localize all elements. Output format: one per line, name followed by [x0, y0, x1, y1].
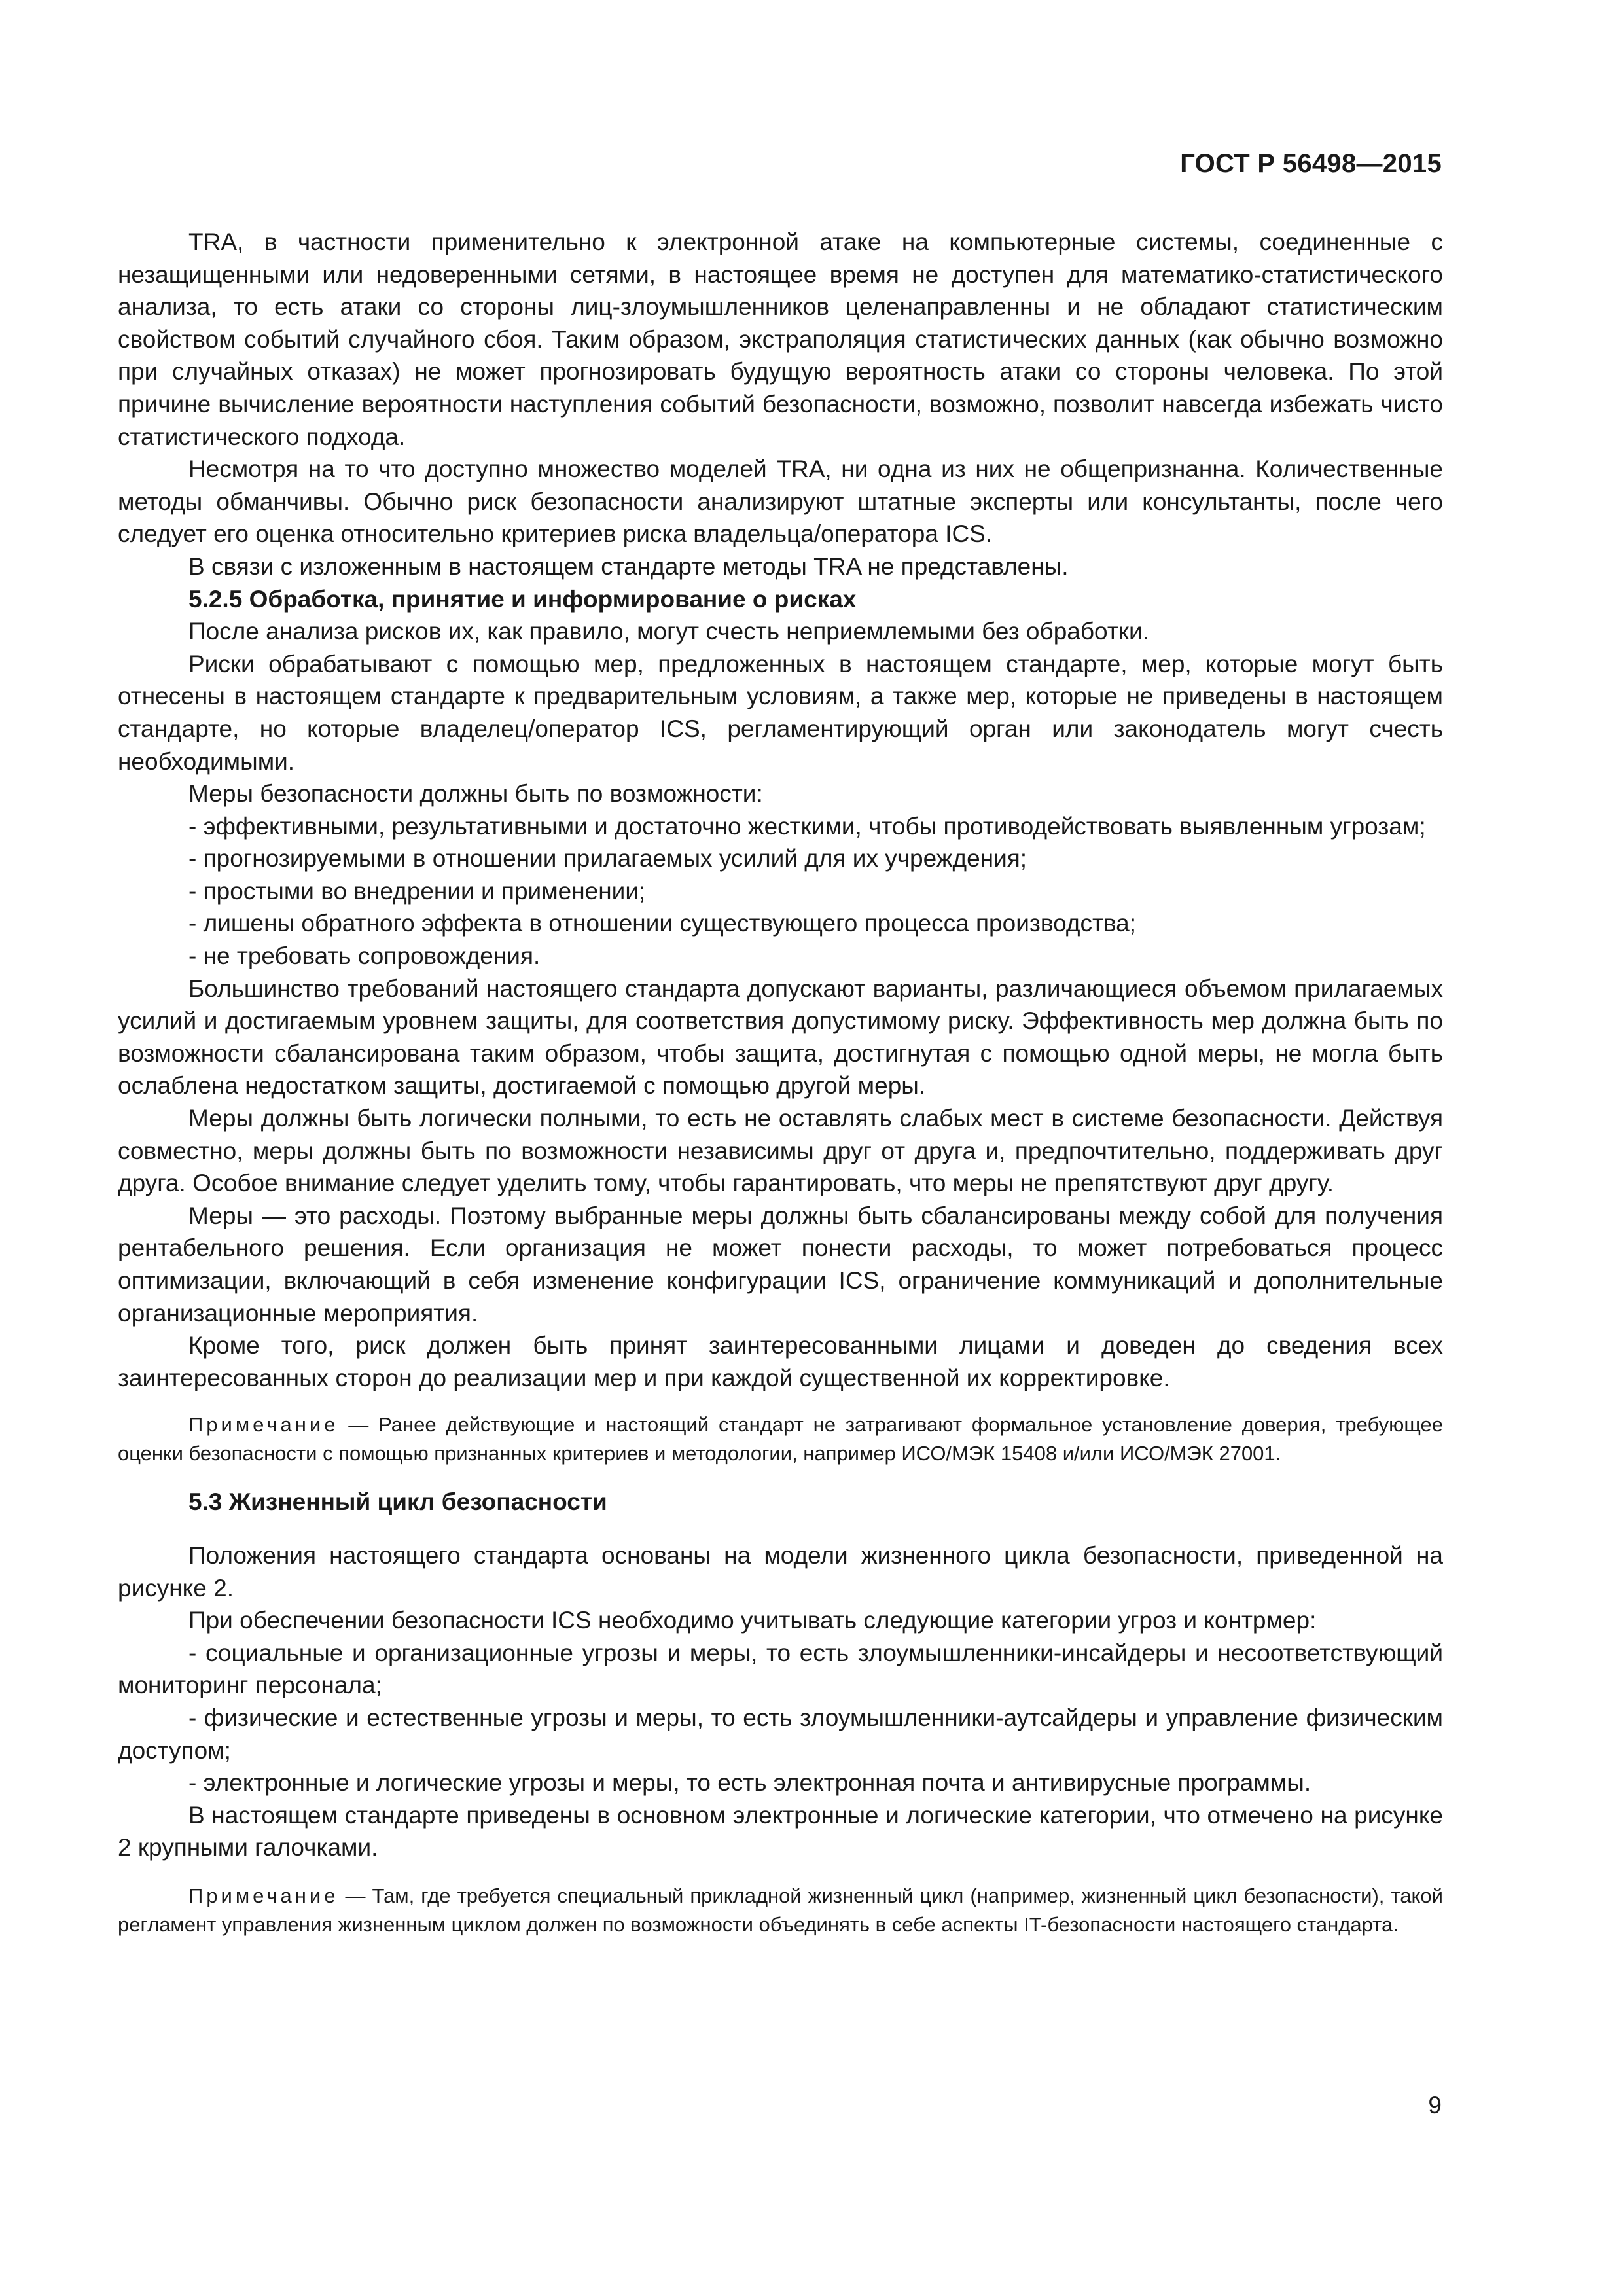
- paragraph-requirements-variants: Большинство требований настоящего стандарта допускают варианты, различающиеся объемом прилагаемых усилий и достигаемым уровнем защиты, для соответствия допустимому риску. Эффективность мер должна быть по возможности сбалансирована таким образом, чтобы защита, достигнутая с помощью одной меры, не могла быть ослаблена недостатком защиты, достигаемой с помощью другой меры.: [118, 975, 1443, 1100]
- note-trust-establishment: [118, 1410, 1443, 1468]
- note-lifecycle-regulation: [118, 1882, 1443, 1939]
- list-item-no-maintenance: - не требовать сопровождения.: [188, 942, 541, 970]
- section-heading-5-2-5: 5.2.5 Обработка, принятие и информирование о рисках: [188, 585, 857, 613]
- list-item-no-side-effect: - лишены обратного эффекта в отношении существующего процесса производства;: [188, 910, 1136, 937]
- standard-header: ГОСТ Р 56498—2015: [1180, 149, 1442, 178]
- note-text: — Там, где требуется специальный прикладной жизненный цикл (например, жизненный цикл безопасности), такой регламент управления жизненным циклом должен по возможности объединять в себе аспекты IT-безопасности настоящего стандарта.: [118, 1884, 1443, 1936]
- paragraph-tra-not-presented: В связи с изложенным в настоящем стандарте методы TRA не представлены.: [188, 552, 1069, 580]
- note-label: Примечание: [188, 1413, 339, 1437]
- paragraph-figure-reference: В настоящем стандарте приведены в основном электронные и логические категории, что отмечено на рисунке 2 крупными галочками.: [118, 1801, 1443, 1861]
- list-item-electronic-threats: - электронные и логические угрозы и меры, то есть электронная почта и антивирусные программы.: [188, 1769, 1311, 1797]
- list-item-effective: - эффективными, результативными и достаточно жесткими, чтобы противодействовать выявленным угрозам;: [188, 812, 1426, 840]
- page-content: [118, 226, 1443, 1939]
- paragraph-measures-costs: Меры — это расходы. Поэтому выбранные меры должны быть сбалансированы между собой для получения рентабельного решения. Если организация не может понести расходы, то может потребоваться процесс оптимизации, включающий в себя изменение конфигурации ICS, ограничение коммуникаций и дополнительные организационные мероприятия.: [118, 1202, 1443, 1327]
- list-item-physical-threats: - физические и естественные угрозы и меры, то есть злоумышленники-аутсайдеры и управление физическим доступом;: [118, 1704, 1443, 1764]
- list-item-simple: - простыми во внедрении и применении;: [188, 877, 646, 905]
- paragraph-threat-categories: При обеспечении безопасности ICS необходимо учитывать следующие категории угроз и контрмер:: [188, 1607, 1317, 1634]
- paragraph-risk-treatment: Риски обрабатывают с помощью мер, предложенных в настоящем стандарте, мер, которые могут быть отнесены в настоящем стандарте к предварительным условиям, а также мер, которые не приведены в настоящем стандарте, но которые владелец/оператор ICS, регламентирующий орган или законодатель могут счесть необходимыми.: [118, 650, 1443, 775]
- paragraph-logically-complete: Меры должны быть логически полными, то есть не оставлять слабых мест в системе безопасности. Действуя совместно, меры должны быть по возможности независимы друг от друга и, предпочтительно, поддерживать друг друга. Особое внимание следует уделить тому, чтобы гарантировать, что меры не препятствуют друг другу.: [118, 1105, 1443, 1197]
- paragraph-measures-intro: Меры безопасности должны быть по возможности:: [188, 780, 763, 808]
- paragraph-tra-models: Несмотря на то что доступно множество моделей TRA, ни одна из них не общепризнанна. Количественные методы обманчивы. Обычно риск безопасности анализируют штатные эксперты или консультанты, после чего следует его оценка относительно критериев риска владельца/оператора ICS.: [118, 456, 1443, 548]
- list-item-predictable: - прогнозируемыми в отношении прилагаемых усилий для их учреждения;: [188, 845, 1027, 872]
- paragraph-tra-analysis: TRA, в частности применительно к электронной атаке на компьютерные системы, соединенные с незащищенными или недоверенными сетями, в настоящее время не доступен для математико-статистического анализа, то есть атаки со стороны лиц-злоумышленников целенаправленны и не обладают статистическим свойством событий случайного сбоя. Таким образом, экстраполяция статистических данных (как обычно возможно при случайных отказах) не может прогнозировать будущую вероятность атаки со стороны человека. По этой причине вычисление вероятности наступления событий безопасности, возможно, позволит навсегда избежать чисто статистического подхода.: [118, 228, 1443, 450]
- list-item-social-threats: - социальные и организационные угрозы и меры, то есть злоумышленники-инсайдеры и несоответствующий мониторинг персонала;: [118, 1639, 1443, 1699]
- page-number: 9: [1428, 2092, 1442, 2119]
- section-heading-5-3: 5.3 Жизненный цикл безопасности: [188, 1488, 607, 1516]
- paragraph-after-analysis: После анализа рисков их, как правило, могут счесть неприемлемыми без обработки.: [188, 618, 1149, 645]
- paragraph-lifecycle-model: Положения настоящего стандарта основаны на модели жизненного цикла безопасности, приведенной на рисунке 2.: [118, 1541, 1443, 1602]
- note-label: Примечание: [188, 1884, 339, 1907]
- paragraph-risk-acceptance: Кроме того, риск должен быть принят заинтересованными лицами и доведен до сведения всех заинтересованных сторон до реализации мер и при каждой существенной их корректировке.: [118, 1332, 1443, 1391]
- note-text: — Ранее действующие и настоящий стандарт не затрагивают формальное установление доверия, требующее оценки безопасности с помощью признанных критериев и методологии, например ИСО/МЭК 15408 и/или ИСО/МЭК 27001.: [118, 1413, 1443, 1465]
